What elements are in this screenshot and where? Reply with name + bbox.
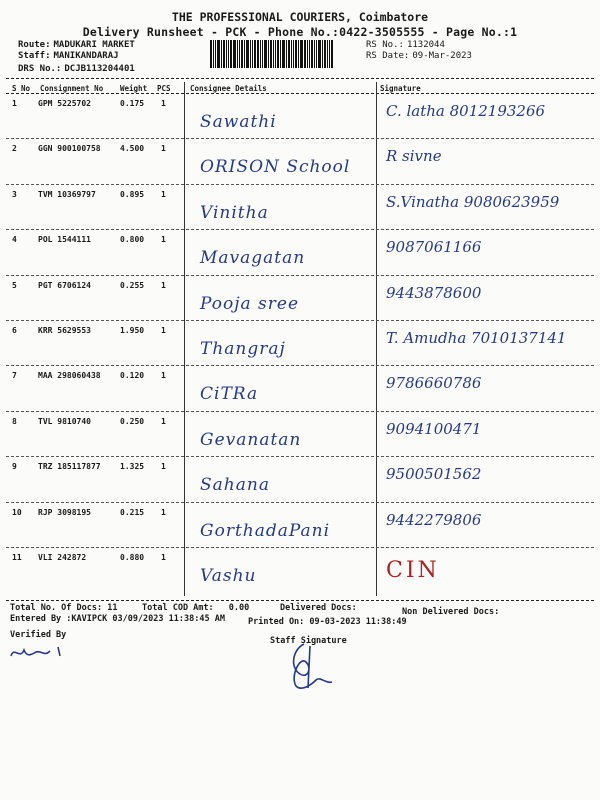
recipient-signature: 9443878600 xyxy=(386,284,482,302)
consignee-name: CiTRa xyxy=(200,384,259,404)
staff-signature-label: Staff Signature xyxy=(270,636,347,646)
pieces-count: 1 xyxy=(161,190,166,199)
row-separator xyxy=(6,456,594,457)
recipient-signature: T. Amudha 7010137141 xyxy=(386,329,567,347)
weight-value: 0.800 xyxy=(120,235,145,244)
consignment-number: GPM 5225702 xyxy=(38,99,91,108)
serial-number: 10 xyxy=(12,508,22,517)
table-row xyxy=(0,459,600,504)
consignment-number: RJP 3098195 xyxy=(38,508,91,517)
col-consignment-header: Consignment No xyxy=(40,84,104,93)
recipient-signature: C. latha 8012193266 xyxy=(386,102,546,120)
consignment-number: MAA 298060438 xyxy=(38,371,101,380)
staff-signature xyxy=(282,640,342,692)
col-consignee-header: Consignee Details xyxy=(190,84,267,93)
col-sno-header: S No xyxy=(12,84,31,93)
pieces-count: 1 xyxy=(161,99,166,108)
serial-number: 6 xyxy=(12,326,17,335)
consignee-name: Mavagatan xyxy=(200,248,306,268)
pieces-count: 1 xyxy=(161,417,166,426)
route-value: MADUKARI MARKET xyxy=(53,40,135,50)
weight-value: 0.880 xyxy=(120,553,145,562)
serial-number: 7 xyxy=(12,371,17,380)
row-separator xyxy=(6,411,594,412)
serial-number: 4 xyxy=(12,235,17,244)
pieces-count: 1 xyxy=(161,371,166,380)
table-row xyxy=(0,232,600,277)
col-weight-header: Weight xyxy=(120,84,148,93)
total-cod xyxy=(142,603,249,613)
table-row xyxy=(0,187,600,232)
consignee-name: Vinitha xyxy=(200,203,269,223)
consignee-name: Gevanatan xyxy=(200,430,302,450)
table-row xyxy=(0,323,600,368)
consignment-number: TRZ 185117877 xyxy=(38,462,101,471)
consignment-number: POL 1544111 xyxy=(38,235,91,244)
drs-label: DRS No.: xyxy=(18,64,62,74)
serial-number: 11 xyxy=(12,553,22,562)
total-docs xyxy=(10,603,118,613)
consignment-number: VLI 242872 xyxy=(38,553,87,562)
table-row xyxy=(0,96,600,141)
pieces-count: 1 xyxy=(161,281,166,290)
total-cod-value: 0.00 xyxy=(228,603,250,613)
row-separator xyxy=(6,365,594,366)
entered-by: Entered By :KAVIPCK 03/09/2023 11:38:45 AM xyxy=(10,614,225,624)
rs-no-label: RS No.: xyxy=(366,40,404,50)
consignment-number: TVL 9810740 xyxy=(38,417,91,426)
total-docs-value: 11 xyxy=(107,603,118,613)
row-separator xyxy=(6,184,594,185)
pieces-count: 1 xyxy=(161,235,166,244)
recipient-signature: 9786660786 xyxy=(386,374,482,392)
weight-value: 0.250 xyxy=(120,417,145,426)
total-docs-label: Total No. Of Docs: xyxy=(10,603,103,613)
recipient-signature: CIN xyxy=(386,558,440,583)
consignee-name: ORISON School xyxy=(200,157,351,177)
verified-by-label: Verified By xyxy=(10,630,67,640)
recipient-signature: 9500501562 xyxy=(386,465,482,483)
consignment-number: TVM 10369797 xyxy=(38,190,96,199)
weight-value: 0.895 xyxy=(120,190,145,199)
consignee-name: Pooja sree xyxy=(200,294,300,314)
rs-date-value: 09-Mar-2023 xyxy=(412,51,472,61)
table-row xyxy=(0,278,600,323)
serial-number: 9 xyxy=(12,462,17,471)
rs-no-info xyxy=(366,40,445,50)
rs-no-value: 1132044 xyxy=(406,40,445,50)
weight-value: 1.325 xyxy=(120,462,145,471)
weight-value: 0.120 xyxy=(120,371,145,380)
rs-date-info xyxy=(366,51,472,61)
consignee-name: Vashu xyxy=(200,566,257,586)
non-delivered-docs-label: Non Delivered Docs: xyxy=(402,607,500,617)
consignment-number: GGN 900100758 xyxy=(38,144,101,153)
runsheet-barcode xyxy=(210,40,360,68)
route-info xyxy=(18,40,135,50)
table-row xyxy=(0,414,600,459)
delivered-docs-label: Delivered Docs: xyxy=(280,603,357,613)
table-row xyxy=(0,141,600,186)
pieces-count: 1 xyxy=(161,144,166,153)
consignee-name: Thangraj xyxy=(200,339,286,359)
weight-value: 0.215 xyxy=(120,508,145,517)
consignee-name: GorthadaPani xyxy=(200,521,331,541)
serial-number: 2 xyxy=(12,144,17,153)
recipient-signature: R sivne xyxy=(386,147,442,165)
weight-value: 0.175 xyxy=(120,99,145,108)
table-row xyxy=(0,505,600,550)
consignment-number: PGT 6706124 xyxy=(38,281,91,290)
serial-number: 3 xyxy=(12,190,17,199)
runsheet-title: Delivery Runsheet - PCK - Phone No.:0422-3505555 - Page No.:1 xyxy=(82,25,518,39)
recipient-signature: 9087061166 xyxy=(386,238,482,256)
route-label: Route: xyxy=(18,40,51,50)
serial-number: 5 xyxy=(12,281,17,290)
verified-by-signature xyxy=(8,642,70,662)
consignee-name: Sahana xyxy=(200,475,270,495)
weight-value: 4.500 xyxy=(120,144,145,153)
table-row xyxy=(0,368,600,413)
pieces-count: 1 xyxy=(161,326,166,335)
recipient-signature: 9442279806 xyxy=(386,511,482,529)
company-name: THE PROFESSIONAL COURIERS, Coimbatore xyxy=(171,10,429,24)
recipient-signature: 9094100471 xyxy=(386,420,482,438)
staff-value: MANIKANDARAJ xyxy=(53,51,119,61)
header-top-rule xyxy=(6,78,594,79)
header-bottom-rule xyxy=(6,93,594,94)
footer-top-rule xyxy=(6,600,594,601)
drs-value: DCJB113204401 xyxy=(64,64,135,74)
printed-on: Printed On: 09-03-2023 11:38:49 xyxy=(248,617,407,627)
drs-info xyxy=(18,64,135,74)
col-pcs-header: PCS xyxy=(157,84,171,93)
serial-number: 8 xyxy=(12,417,17,426)
col-signature-header: Signature xyxy=(380,84,421,93)
row-separator xyxy=(6,547,594,548)
pieces-count: 1 xyxy=(161,462,166,471)
serial-number: 1 xyxy=(12,99,17,108)
row-separator xyxy=(6,229,594,230)
row-separator xyxy=(6,502,594,503)
weight-value: 0.255 xyxy=(120,281,145,290)
row-separator xyxy=(6,320,594,321)
weight-value: 1.950 xyxy=(120,326,145,335)
staff-info xyxy=(18,51,119,61)
total-cod-label: Total COD Amt: xyxy=(142,603,214,613)
recipient-signature: S.Vinatha 9080623959 xyxy=(386,193,560,211)
consignment-number: KRR 5629553 xyxy=(38,326,91,335)
pieces-count: 1 xyxy=(161,508,166,517)
row-separator xyxy=(6,275,594,276)
staff-label: Staff: xyxy=(18,51,51,61)
rs-date-label: RS Date: xyxy=(366,51,410,61)
table-row xyxy=(0,550,600,595)
pieces-count: 1 xyxy=(161,553,166,562)
consignee-name: Sawathi xyxy=(200,112,277,132)
row-separator xyxy=(6,138,594,139)
